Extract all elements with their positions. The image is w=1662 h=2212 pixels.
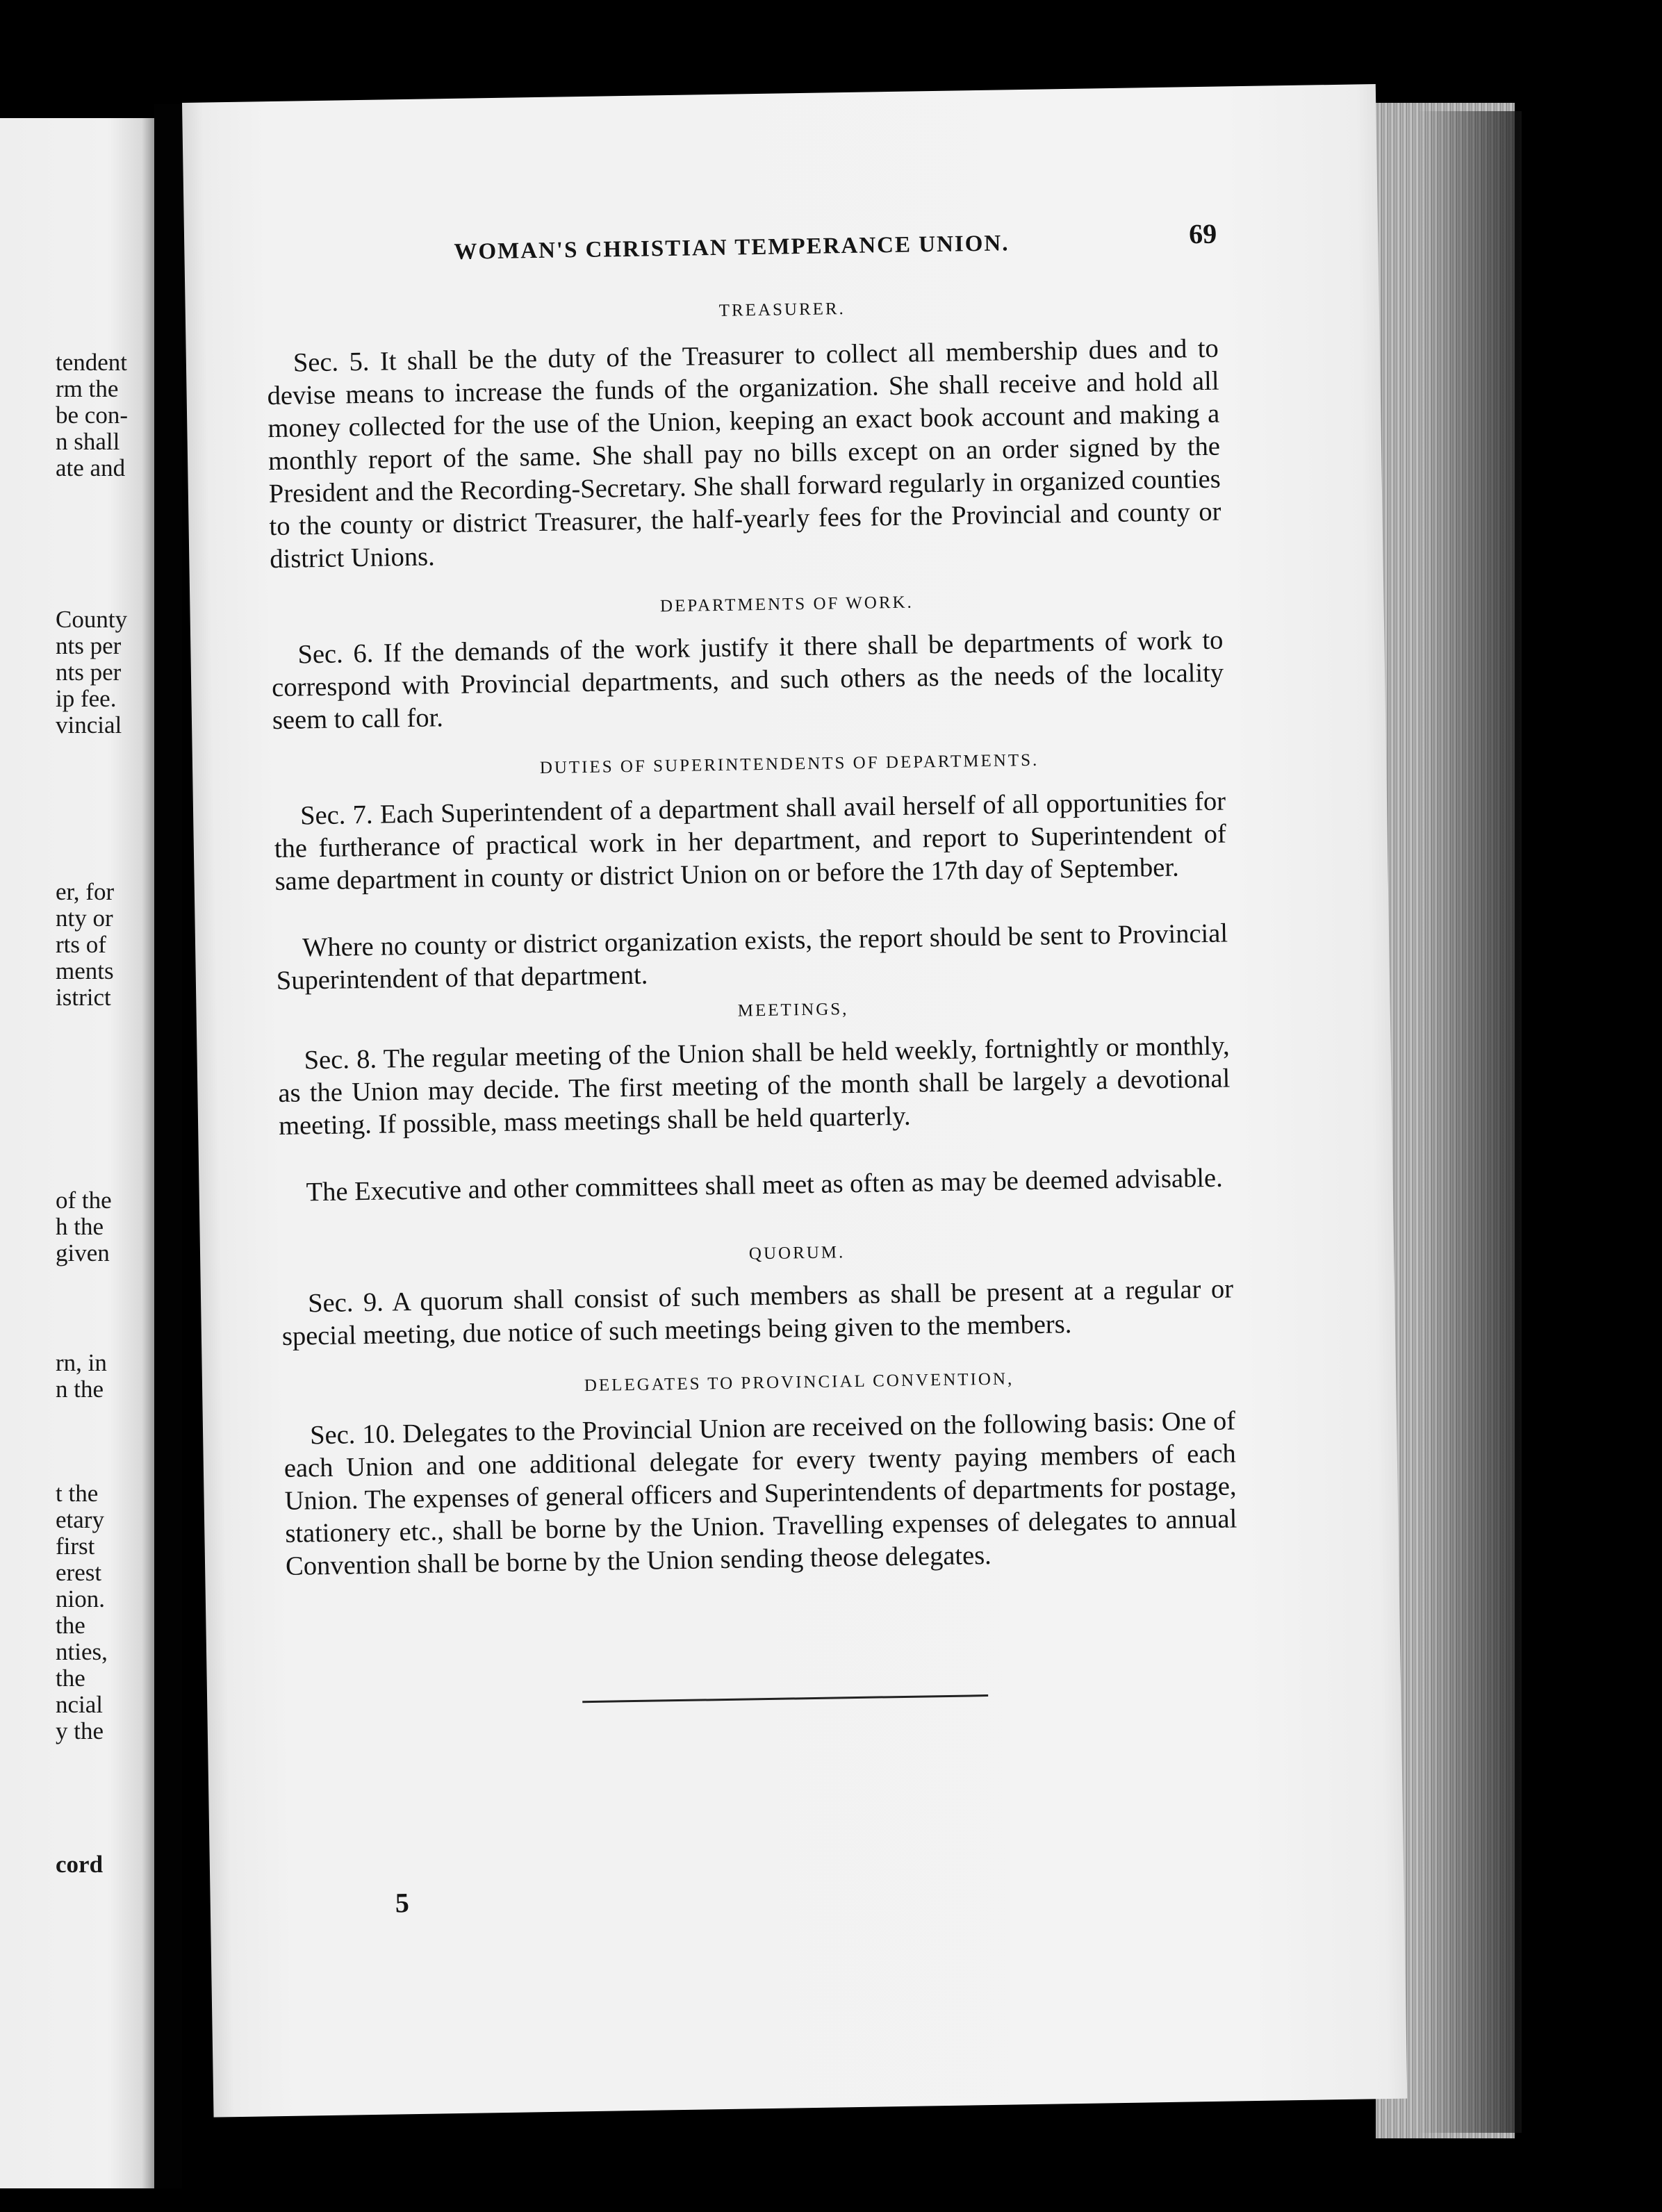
left-page-line: ate and bbox=[56, 454, 126, 481]
left-page-line: vincial bbox=[56, 711, 122, 738]
left-page-line: rn, in bbox=[56, 1349, 107, 1376]
left-page-line: be con- bbox=[56, 402, 128, 429]
left-page-line: nty or bbox=[56, 905, 113, 932]
section-heading: DELEGATES TO PROVINCIAL CONVENTION, bbox=[584, 1369, 1014, 1396]
left-page-line: nties, bbox=[56, 1638, 108, 1665]
section-heading: QUORUM. bbox=[748, 1243, 846, 1264]
left-page-line: h the bbox=[56, 1213, 104, 1240]
left-page-line: first bbox=[56, 1533, 95, 1560]
section-paragraph: Sec. 5. It shall be the duty of the Treasurer to collect all membership dues and to devise means to increase the funds of the organization. She shall receive and hold all money collected for the use of the Union, keeping an exact book account and making a monthly report of the same. She shall pay no bills except on an order signed by the President and the Recording-Secretary. She shall forward regularly in organized counties to the county or district Treasurer, the half-yearly fees for the Provincial and county or district Unions. bbox=[267, 333, 1221, 575]
left-page-line: n shall bbox=[56, 428, 120, 455]
section-paragraph: Sec. 7. Each Superintendent of a department shall avail herself of all opportunities for the furtherance of practical work in her department, and report to Superintendent of same department in county or district Union on or before the 17th day of September. bbox=[274, 786, 1227, 897]
left-page-line: y the bbox=[56, 1717, 104, 1744]
left-page-line: nion. bbox=[56, 1585, 105, 1612]
section-paragraph: Sec. 6. If the demands of the work justify it there shall be departments of work to correspond with Provincial departments, and such others as the needs of the locality seem to call for. bbox=[271, 625, 1224, 736]
page-text-block bbox=[182, 84, 1407, 2118]
left-page-line: tendent bbox=[56, 349, 128, 376]
left-page-line: given bbox=[56, 1239, 110, 1266]
left-page-line: er, for bbox=[56, 878, 115, 905]
section-paragraph: Sec. 10. Delegates to the Provincial Union are received on the following basis: One of each Union and one additional delegate for every twenty paying members of each Union. The expenses of general officers and Superintendents of departments for postage, stationery etc., shall be borne by the Union. Travelling expenses of delegates to annual Convention shall be borne by the Union sending theose delegates. bbox=[283, 1406, 1237, 1581]
left-facing-page bbox=[0, 118, 154, 2188]
page-number: 69 bbox=[1188, 217, 1217, 250]
left-page-line: ments bbox=[56, 957, 114, 984]
left-page-line: t the bbox=[56, 1480, 99, 1507]
signature-mark: 5 bbox=[395, 1887, 410, 1919]
section-heading: MEETINGS, bbox=[737, 1000, 849, 1021]
section-paragraph: Where no county or district organization exists, the report should be sent to Provincial Superintendent of that department. bbox=[276, 918, 1228, 996]
left-page-line: rts of bbox=[56, 931, 106, 958]
left-page-line: of the bbox=[56, 1187, 112, 1214]
page-edge-shadow bbox=[1417, 111, 1522, 2133]
closing-rule bbox=[582, 1694, 988, 1703]
left-page-line: County bbox=[56, 606, 128, 633]
book-gutter bbox=[154, 104, 182, 2188]
left-page-line: rm the bbox=[56, 375, 119, 402]
left-page-line: nts per bbox=[56, 632, 122, 659]
running-head: WOMAN'S CHRISTIAN TEMPERANCE UNION. bbox=[454, 231, 1010, 265]
left-page-line: ncial bbox=[56, 1691, 104, 1718]
left-page-line: istrict bbox=[56, 984, 111, 1011]
section-paragraph: Sec. 8. The regular meeting of the Union shall be held weekly, fortnightly or monthly, as the Union may decide. The first meeting of the month shall be largely a devotional meeting. If possible, mass meetings shall be held quarterly. bbox=[278, 1031, 1231, 1141]
left-page-line: ip fee. bbox=[56, 685, 117, 712]
left-page-line: the bbox=[56, 1665, 85, 1692]
left-page-line: erest bbox=[56, 1559, 102, 1586]
left-page-line: nts per bbox=[56, 659, 122, 686]
left-page-line: n the bbox=[56, 1376, 104, 1403]
left-page-line: the bbox=[56, 1612, 85, 1639]
left-page-line: etary bbox=[56, 1506, 104, 1533]
section-paragraph: The Executive and other committees shall meet as often as may be deemed advisable. bbox=[306, 1163, 1224, 1207]
section-heading: TREASURER. bbox=[718, 299, 846, 320]
section-heading: DUTIES OF SUPERINTENDENTS OF DEPARTMENTS. bbox=[539, 750, 1039, 778]
section-heading: DEPARTMENTS OF WORK. bbox=[659, 593, 914, 616]
left-page-line: cord bbox=[56, 1851, 104, 1878]
right-page bbox=[182, 84, 1407, 2118]
section-paragraph: Sec. 9. A quorum shall consist of such members as shall be present at a regular or special meeting, due notice of such meetings being given to the members. bbox=[281, 1274, 1234, 1351]
